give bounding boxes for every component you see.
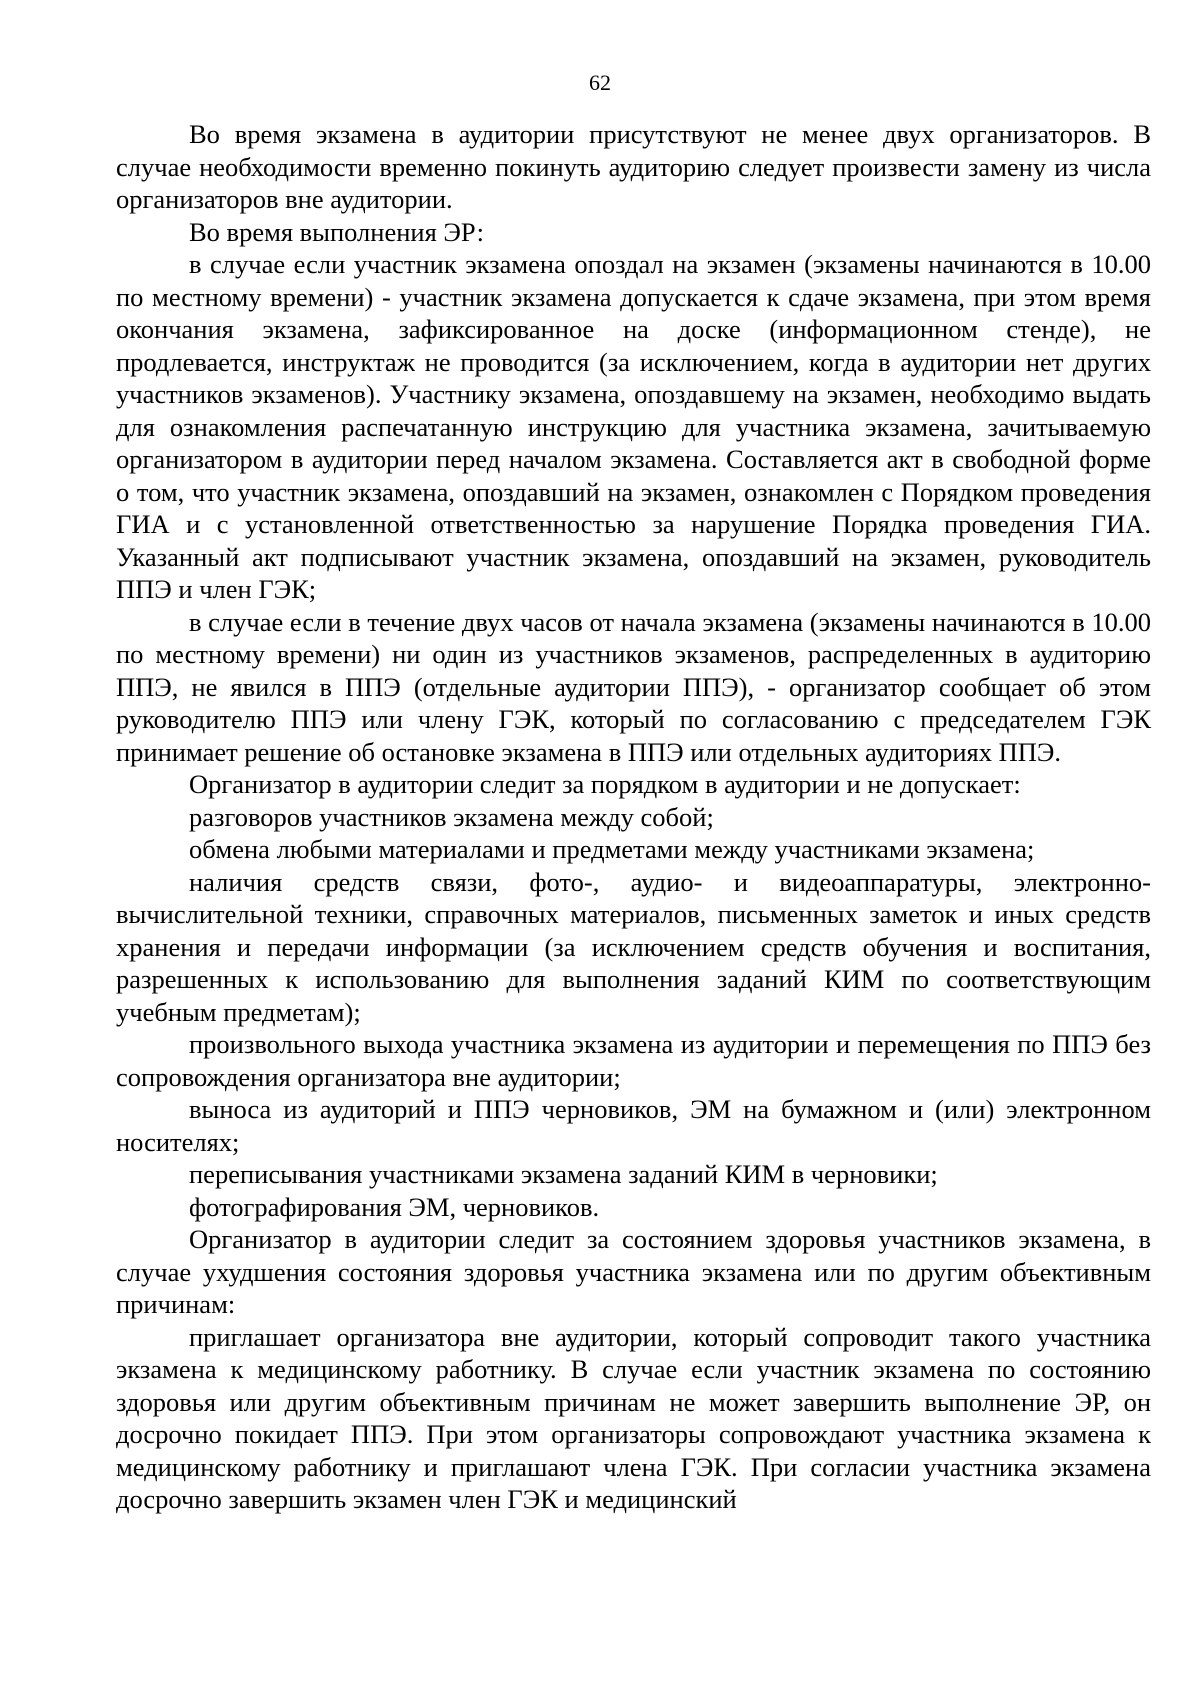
list-item-material-exchange: обмена любыми материалами и предметами между участниками экзамена; [189, 834, 1035, 864]
list-item-devices: наличия средств связи, фото-, аудио- и видеоаппаратуры, электронно-вычислительной техники, справочных материалов, письменных заметок и иных средств хранения и передачи информации (за исключением средств обучения и воспитания, разрешенных к использованию для выполнения заданий КИМ по соответствующим учебным предметам); [116, 866, 1151, 1027]
page-number: 62 [589, 70, 611, 95]
paragraph-order-monitoring: Организатор в аудитории следит за порядком в аудитории и не допускает: [189, 769, 1021, 799]
list-item-copying-kim: переписывания участниками экзамена заданий КИМ в черновики; [189, 1159, 938, 1189]
paragraph-late-participant: в случае если участник экзамена опоздал на экзамен (экзамены начинаются в 10.00 по местному времени) - участник экзамена допускается к сдаче экзамена, при этом время окончания экзамена, зафиксированное на доске (информационном стенде), не продлевается, инструктаж не проводится (за исключением, когда в аудитории нет других участников экзаменов). Участнику экзамена, опоздавшему на экзамен, необходимо выдать для ознакомления распечатанную инструкцию для участника экзамена, зачитываемую организатором в аудитории перед началом экзамена. Составляется акт в свободной форме о том, что участник экзамена, опоздавший на экзамен, ознакомлен с Порядком проведения ГИА и с установленной ответственностью за нарушение Порядка проведения ГИА. Указанный акт подписывают участник экзамена, опоздавший на экзамен, руководитель ППЭ и член ГЭК; [116, 249, 1151, 604]
list-item-conversations: разговоров участников экзамена между собой; [189, 801, 714, 832]
list-item-unescorted-exit: произвольного выхода участника экзамена из аудитории и перемещения по ППЭ без сопровождения организатора вне аудитории; [116, 1029, 1151, 1092]
document-body [116, 118, 1151, 1516]
list-item-photographing: фотографирования ЭМ, черновиков. [189, 1191, 600, 1222]
paragraph-health-monitoring: Организатор в аудитории следит за состоянием здоровья участников экзамена, в случае ухудшения состояния здоровья участника экзамена или по другим объективным причинам: [116, 1224, 1151, 1319]
paragraph-organizers-presence: Во время экзамена в аудитории присутствуют не менее двух организаторов. В случае необходимости временно покинуть аудиторию следует произвести замену из числа организаторов вне аудитории. [116, 119, 1151, 214]
paragraph-invite-organizer: приглашает организатора вне аудитории, который сопроводит такого участника экзамена к медицинскому работнику. В случае если участник экзамена по состоянию здоровья или другим объективным причинам не может завершить выполнение ЭР, он досрочно покидает ППЭ. При этом организаторы сопровождают участника экзамена к медицинскому работнику и приглашают члена ГЭК. При согласии участника экзамена досрочно завершить экзамен член ГЭК и медицинский [116, 1321, 1151, 1514]
paragraph-during-er: Во время выполнения ЭР: [189, 216, 484, 247]
list-item-removal-of-drafts: выноса из аудиторий и ППЭ черновиков, ЭМ на бумажном и (или) электронном носителях; [116, 1094, 1151, 1157]
paragraph-no-show: в случае если в течение двух часов от начала экзамена (экзамены начинаются в 10.00 по местному времени) ни один из участников экзаменов, распределенных в аудиторию ППЭ, не явился в ППЭ (отдельные аудитории ППЭ), - организатор сообщает об этом руководителю ППЭ или члену ГЭК, который по согласованию с председателем ГЭК принимает решение об остановке экзамена в ППЭ или отдельных аудиториях ППЭ. [116, 606, 1151, 767]
